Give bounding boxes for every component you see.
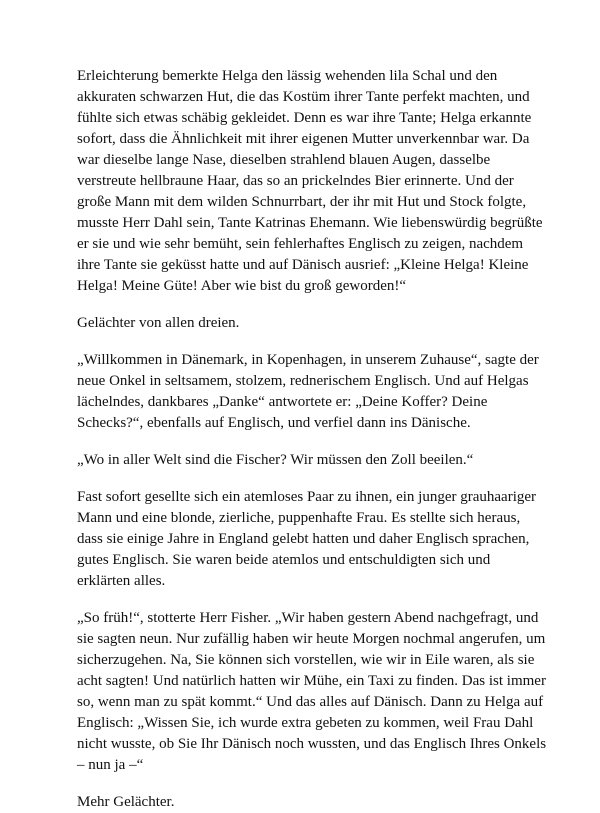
body-text — [77, 66, 547, 813]
paragraph-3: „Willkommen in Dänemark, in Kopenhagen, in unserem Zuhause“, sagte der neue Onkel in seltsamem, stolzem, rednerischem Englisch. Und auf Helgas lächelndes, dankbares „Danke“ antwortete er: „Deine Koffer? Deine Schecks?“, ebenfalls auf Englisch, und verfiel dann ins Dänische. — [77, 352, 539, 431]
paragraph-4: „Wo in aller Welt sind die Fischer? Wir müssen den Zoll beeilen.“ — [77, 452, 474, 468]
paragraph-2: Gelächter von allen dreien. — [77, 315, 240, 331]
paragraph-7: Mehr Gelächter. — [77, 794, 175, 810]
paragraph-6: „So früh!“, stotterte Herr Fisher. „Wir haben gestern Abend nachgefragt, und sie sagten neun. Nur zufällig haben wir heute Morgen nochmal angerufen, um sicherzugehen. Na, Sie können sich vorstellen, wie wir in Eile waren, als sie acht sagten! Und natürlich hatten wir Mühe, ein Taxi zu finden. Das ist immer so, wenn man zu spät kommt.“ Und das alles auf Dänisch. Dann zu Helga auf Englisch: „Wissen Sie, ich wurde extra gebeten zu kommen, weil Frau Dahl nicht wusste, ob Sie Ihr Dänisch noch wussten, und das Englisch Ihres Onkels – nun ja –“ — [77, 610, 547, 773]
paragraph-1: Erleichterung bemerkte Helga den lässig wehenden lila Schal und den akkuraten schwarzen Hut, die das Kostüm ihrer Tante perfekt machten, und fühlte sich etwas schäbig gekleidet. Denn es war ihre Tante; Helga erkannte sofort, dass die Ähnlichkeit mit ihrer eigenen Mutter unverkennbar war. Da war dieselbe lange Nase, dieselben strahlend blauen Augen, dasselbe verstreute hellbraune Haar, das so an prickelndes Bier erinnerte. Und der große Mann mit dem wilden Schnurrbart, der ihr mit Hut und Stock folgte, musste Herr Dahl sein, Tante Katrinas Ehemann. Wie liebenswürdig begrüßte er sie und wie sehr bemüht, sein fehlerhaftes Englisch zu zeigen, nachdem ihre Tante sie geküsst hatte und auf Dänisch ausrief: „Kleine Helga! Kleine Helga! Meine Güte! Aber wie bist du groß geworden!“ — [77, 68, 543, 294]
paragraph-5: Fast sofort gesellte sich ein atemloses Paar zu ihnen, ein junger grauhaariger Mann und eine blonde, zierliche, puppenhafte Frau. Es stellte sich heraus, dass sie einige Jahre in England gelebt hatten und daher Englisch sprachen, gutes Englisch. Sie waren beide atemlos und entschuldigten sich und erklärten alles. — [77, 489, 537, 589]
